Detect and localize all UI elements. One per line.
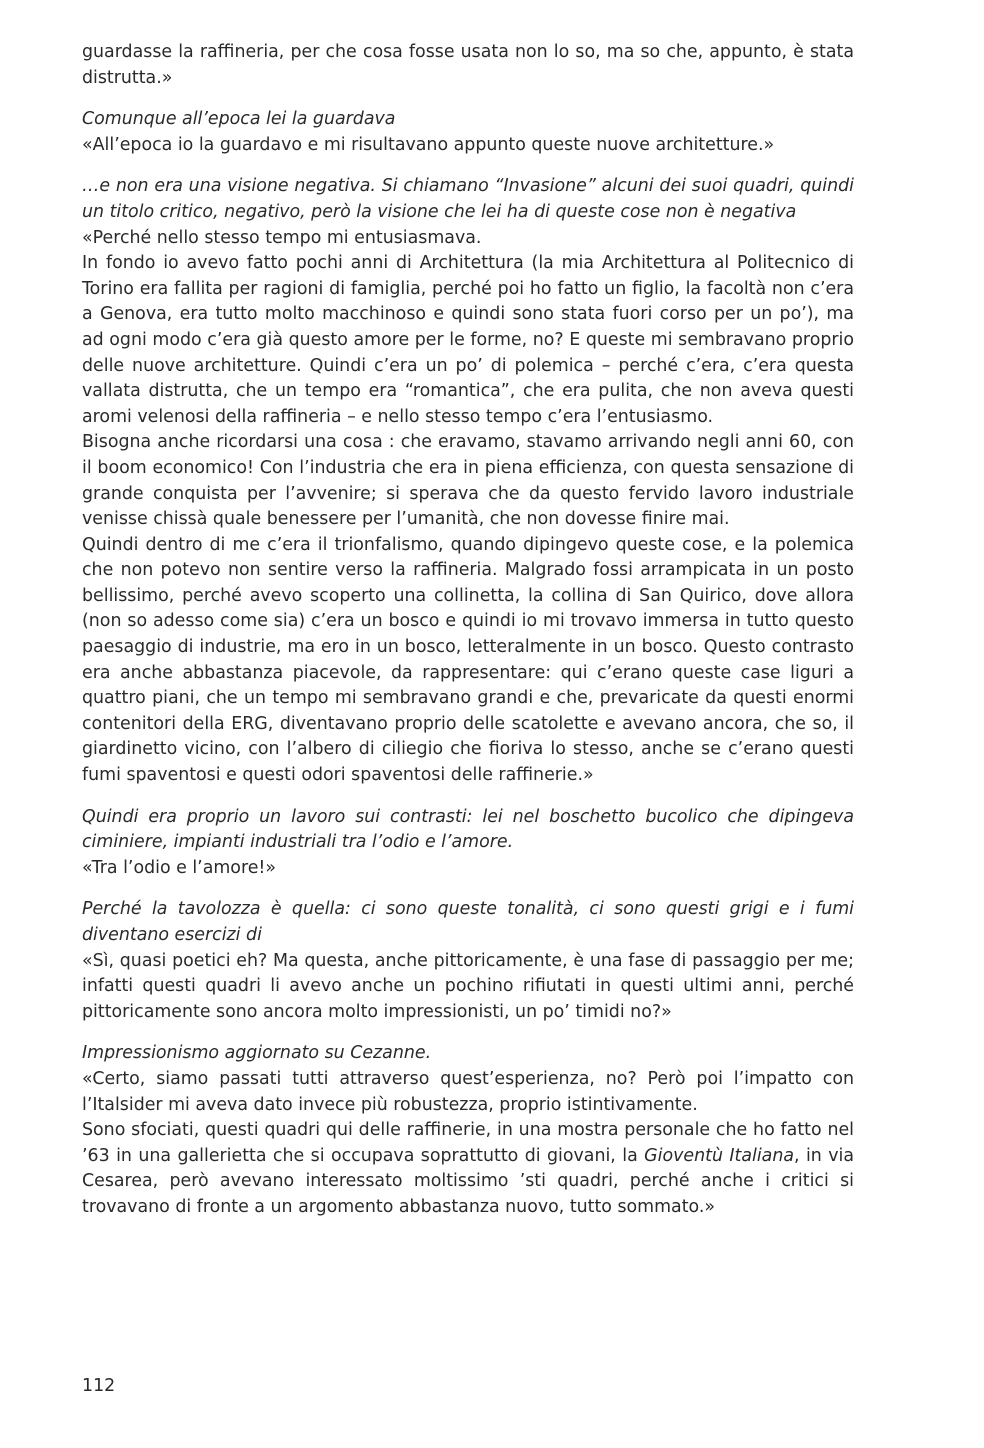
question-paragraph: Quindi era proprio un lavoro sui contrasti: lei nel boschetto bucolico che dipingeva ciminiere, impianti industriali tra l’odio e l’amore. bbox=[82, 806, 854, 853]
page-number: 112 bbox=[82, 1376, 116, 1396]
answer-paragraph: «Tra l’odio e l’amore!» bbox=[82, 857, 277, 878]
question-paragraph: Comunque all’epoca lei la guardava bbox=[82, 109, 396, 130]
answer-paragraph: «Perché nello stesso tempo mi entusiasmava. bbox=[82, 227, 482, 248]
text-run: , in via Cesarea, però avevano interessato moltissimo ’sti quadri, perché anche i critici si trovavano di fronte a un argomento abbastanza nuovo, tutto sommato.» bbox=[82, 1145, 855, 1217]
question-paragraph: Impressionismo aggiornato su Cezanne. bbox=[82, 1043, 432, 1064]
gallery-name: Gioventù Italiana bbox=[644, 1145, 794, 1166]
question-paragraph: Perché la tavolozza è quella: ci sono queste tonalità, ci sono questi grigi e i fumi diventano esercizi di bbox=[82, 899, 854, 945]
text-run: Sono sfociati, questi quadri qui delle raffinerie, in una mostra personale che ho fatto nel ’63 in una gallerietta che si occupava soprattutto di giovani, la bbox=[82, 1120, 854, 1166]
page-body bbox=[82, 40, 854, 1221]
answer-paragraph: guardasse la raffineria, per che cosa fosse usata non lo so, ma so che, appunto, è stata distrutta.» bbox=[82, 42, 854, 88]
answer-paragraph: «Sì, quasi poetici eh? Ma questa, anche pittoricamente, è una fase di passaggio per me; infatti questi quadri li avevo anche un pochino rifiutati in questi ultimi anni, perché pittoricamente sono ancora molto impressionisti, un po’ timidi no?» bbox=[82, 950, 854, 1022]
answer-paragraph-last bbox=[82, 1118, 854, 1220]
question-paragraph: …e non era una visione negativa. Si chiamano “Invasione” alcuni dei suoi quadri, quindi un titolo critico, negativo, però la visione che lei ha di queste cose non è negativa bbox=[82, 176, 854, 222]
answer-paragraph: In fondo io avevo fatto pochi anni di Architettura (la mia Architettura al Politecnico di Torino era fallita per ragioni di famiglia, perché poi ho fatto un figlio, la facoltà non c’era a Genova, era tutto molto macchinoso e quindi sono stata fuori corso per un po’), ma ad ogni modo c’era già questo amore per le forme, no? E queste mi sembravano proprio delle nuove architetture. Quindi c’era un po’ di polemica – perché c’era, c’era questa vallata distrutta, che un tempo era “romantica”, che era pulita, che non aveva questi aromi velenosi della raffineria – e nello stesso tempo c’era l’entusiasmo. bbox=[82, 253, 854, 427]
answer-paragraph: Quindi dentro di me c’era il trionfalismo, quando dipingevo queste cose, e la polemica che non potevo non sentire verso la raffineria. Malgrado fossi arrampicata in un posto bellissimo, perché avevo scoperto una collinetta, la collina di San Quirico, dove allora (non so adesso come sia) c’era un bosco e quindi io mi trovavo immersa in tutto questo paesaggio di industrie, ma ero in un bosco, letteralmente in un bosco. Questo contrasto era anche abbastanza piacevole, da rappresentare: qui c’erano queste case liguri a quattro piani, che un tempo mi sembravano grandi e che, prevaricate da questi enormi contenitori della ERG, diventavano proprio delle scatolette e avevano ancora, che so, il giardinetto vicino, con l’albero di ciliegio che fioriva lo stesso, anche se c’erano questi fumi spaventosi e questi odori spaventosi delle raffinerie.» bbox=[82, 534, 854, 786]
answer-paragraph: Bisogna anche ricordarsi una cosa : che eravamo, stavamo arrivando negli anni 60, con il boom economico! Con l’industria che era in piena efficienza, con questa sensazione di grande conquista per l’avvenire; si sperava che da questo fervido lavoro industriale venisse chissà quale benessere per l’umanità, che non dovesse finire mai. bbox=[82, 432, 854, 530]
answer-paragraph: «Certo, siamo passati tutti attraverso quest’esperienza, no? Però poi l’impatto con l’Italsider mi aveva dato invece più robustezza, proprio istintivamente. bbox=[82, 1068, 854, 1115]
answer-paragraph: «All’epoca io la guardavo e mi risultavano appunto queste nuove architetture.» bbox=[82, 134, 775, 155]
